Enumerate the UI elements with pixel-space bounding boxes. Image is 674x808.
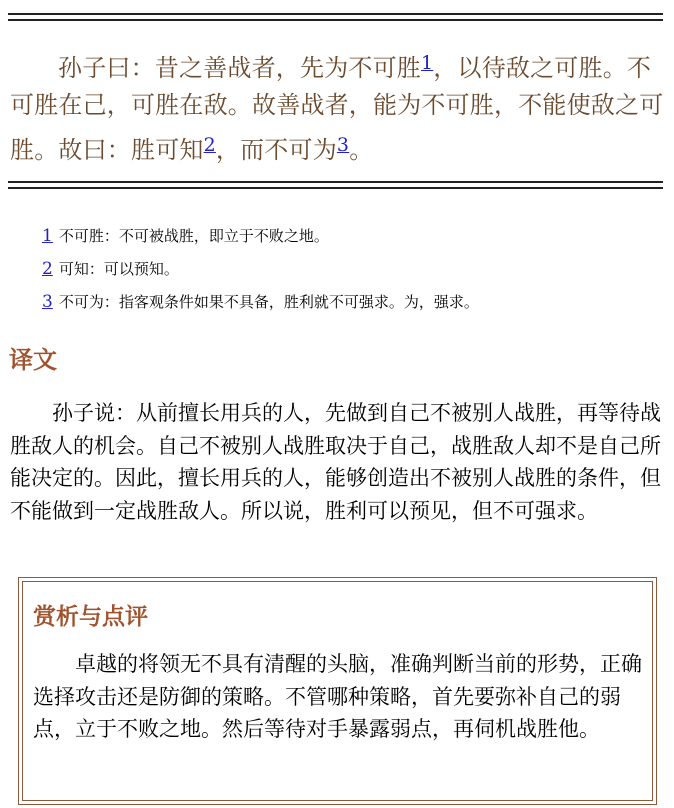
original-text-block [10,42,665,169]
footnote-1-backlink[interactable]: 1 [42,226,53,246]
original-paragraph [10,42,665,169]
original-text-segment: 孙子曰：昔之善战者，先为不可胜 [58,54,421,82]
footnote-2-text: 可知：可以预知。 [58,260,179,278]
footnote-ref-1-link[interactable]: 1 [421,52,434,74]
footnote-ref-2-link[interactable]: 2 [203,134,216,156]
footnote-3-text: 不可为：指客观条件如果不具备，胜利就不可强求。为，强求。 [58,293,479,311]
translation-heading: 译文 [9,346,57,374]
commentary-inner-frame [22,581,653,801]
commentary-title: 赏析与点评 [33,604,148,630]
footnote-ref-3 [337,130,349,154]
footnote-1-text: 不可胜：不可被战胜，即立于不败之地。 [58,227,329,245]
footnote-3-backlink[interactable]: 3 [42,292,53,312]
footnote-ref-2 [204,130,216,154]
original-text-segment: ，以待敌之可胜。不可胜在己，可胜在敌。故善战者，能为不可胜，不能使敌之可胜。故曰：胜可知 [10,54,664,164]
translation-paragraph: 孙子说：从前擅长用兵的人，先做到自己不被别人战胜，再等待战胜敌人的机会。自己不被别人战胜取决于自己，战胜敌人却不是自己所能决定的。因此，擅长用兵的人，能够创造出不被别人战胜的条件，但不能做到一定战胜敌人。所以说，胜利可以预见，但不可强求。 [10,401,661,523]
footnote-item-1 [42,224,662,257]
footnote-item-3 [42,290,662,323]
footnote-ref-3-link[interactable]: 3 [336,134,350,156]
commentary-paragraph: 卓越的将领无不具有清醒的头脑，准确判断当前的形势，正确选择攻击还是防御的策略。不管哪种策略，首先要弥补自己的弱点，立于不败之地。然后等待对手暴露弱点，再伺机战胜他。 [33,652,642,741]
bottom-double-rule [8,181,663,189]
original-text-segment: ，而不可为 [215,136,337,164]
footnotes-list [42,224,662,323]
footnote-2-backlink[interactable]: 2 [42,259,53,279]
footnote-ref-1 [421,48,433,72]
footnote-item-2 [42,257,662,290]
original-text-segment: 。 [349,136,374,164]
top-double-rule [8,13,663,21]
commentary-box [18,577,657,805]
